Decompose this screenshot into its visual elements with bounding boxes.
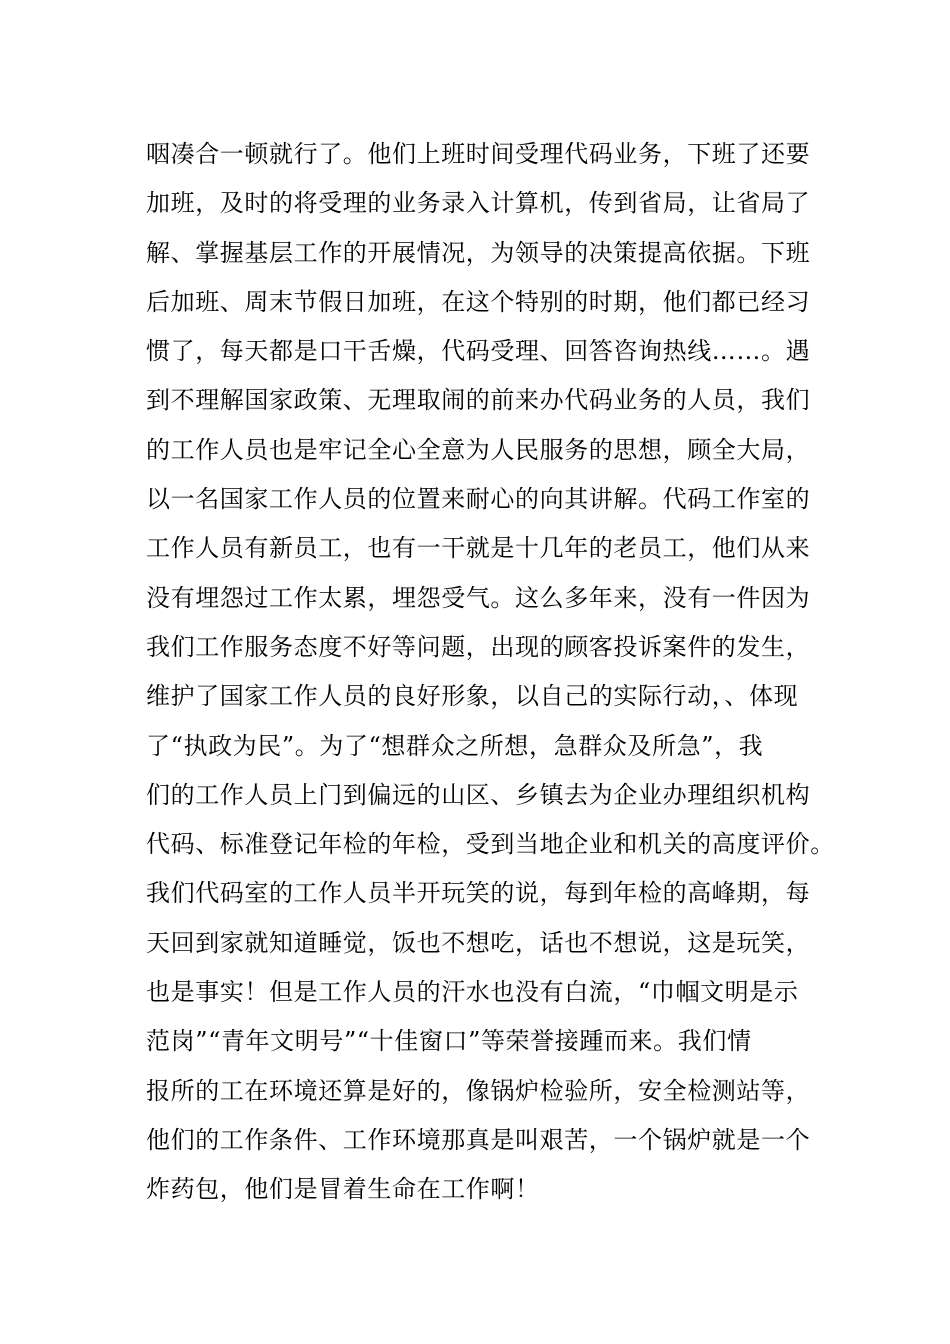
text-line: 天回到家就知道睡觉，饭也不想吃，话也不想说，这是玩笑， <box>146 928 811 957</box>
text-line: 维护了国家工作人员的良好形象，以自己的实际行动，、体现 <box>146 682 799 711</box>
text-line: 到不理解国家政策、无理取闹的前来办代码业务的人员，我们 <box>146 386 811 415</box>
text-line: 范岗”“青年文明号”“十佳窗口”等荣誉接踵而来。我们情 <box>146 1027 752 1056</box>
text-line: 工作人员有新员工，也有一干就是十几年的老员工，他们从来 <box>146 534 811 563</box>
text-line: 也是事实！但是工作人员的汗水也没有白流，“巾帼文明是示 <box>146 978 799 1007</box>
text-line: 他们的工作条件、工作环境那真是叫艰苦，一个锅炉就是一个 <box>146 1125 811 1154</box>
text-line: 们的工作人员上门到偏远的山区、乡镇去为企业办理组织机构 <box>146 780 811 809</box>
body-text <box>146 130 846 1215</box>
text-line: 咽凑合一顿就行了。他们上班时间受理代码业务，下班了还要 <box>146 140 811 168</box>
text-line: 的工作人员也是牢记全心全意为人民服务的思想，顾全大局， <box>146 435 811 464</box>
text-line: 我们代码室的工作人员半开玩笑的说，每到年检的高峰期，每 <box>146 879 811 908</box>
text-line: 以一名国家工作人员的位置来耐心的向其讲解。代码工作室的 <box>146 485 811 514</box>
text-line: 没有埋怨过工作太累，埋怨受气。这么多年来，没有一件因为 <box>146 583 811 612</box>
text-line: 加班，及时的将受理的业务录入计算机，传到省局，让省局了 <box>146 189 811 218</box>
text-line: 惯了，每天都是口干舌燥，代码受理、回答咨询热线……。遇 <box>146 337 811 366</box>
text-line: 代码、标准登记年检的年检，受到当地企业和机关的高度评价。 <box>146 830 835 859</box>
text-line: 报所的工在环境还算是好的，像锅炉检验所，安全检测站等， <box>146 1076 811 1105</box>
text-line: 炸药包，他们是冒着生命在工作啊！ <box>146 1175 540 1204</box>
text-line: 了“执政为民”。为了“想群众之所想，急群众及所急”，我 <box>146 731 764 760</box>
text-line: 我们工作服务态度不好等问题，出现的顾客投诉案件的发生， <box>146 632 811 661</box>
text-line: 后加班、周末节假日加班，在这个特别的时期，他们都已经习 <box>146 287 811 316</box>
text-line: 解、掌握基层工作的开展情况，为领导的决策提高依据。下班 <box>146 238 811 267</box>
